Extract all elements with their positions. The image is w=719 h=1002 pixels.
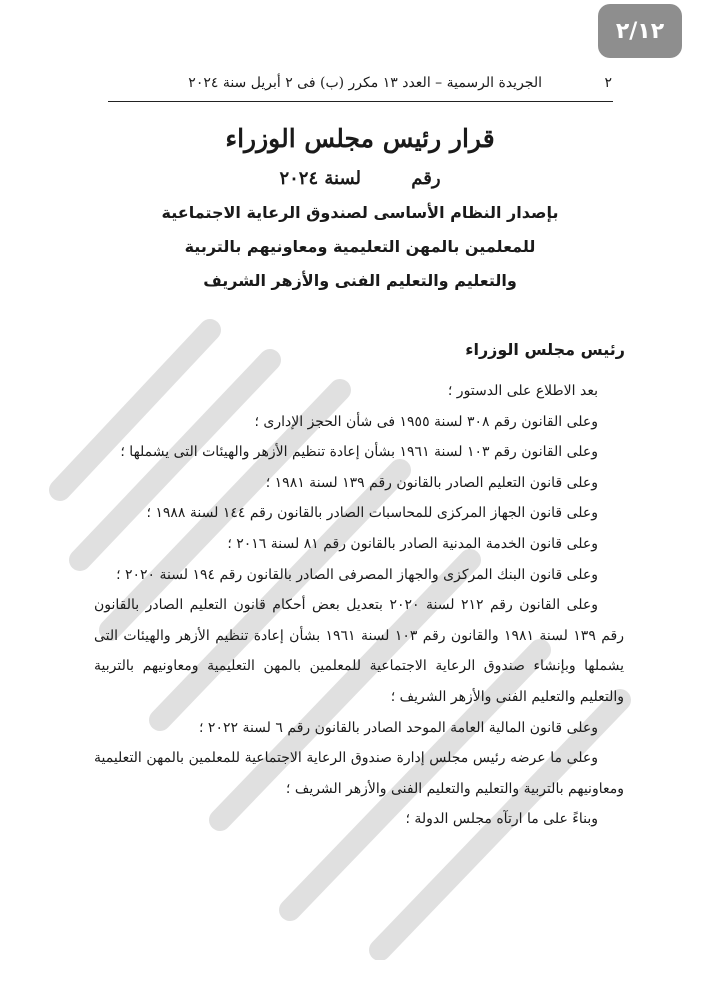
header-page-number: ٢: [604, 75, 612, 91]
decree-year-label: لسنة ٢٠٢٤: [279, 168, 361, 189]
preamble-paragraph: وعلى قانون الجهاز المركزى للمحاسبات الصادر بالقانون رقم ١٤٤ لسنة ١٩٨٨ ؛: [146, 505, 598, 522]
subject-line: بإصدار النظام الأساسى لصندوق الرعاية الاجتماعية: [161, 203, 559, 222]
subject-line: والتعليم والتعليم الفنى والأزهر الشريف: [203, 271, 517, 290]
decree-number-label: رقم: [411, 168, 441, 189]
preamble-paragraph: وعلى قانون التعليم الصادر بالقانون رقم ١٣٩ لسنة ١٩٨١ ؛: [265, 474, 598, 491]
preamble-paragraph: وعلى قانون المالية العامة الموحد الصادر بالقانون رقم ٦ لسنة ٢٠٢٢ ؛: [199, 719, 598, 736]
preamble-paragraph: وعلى القانون رقم ٢١٢ لسنة ٢٠٢٠ بتعديل بعض أحكام قانون التعليم الصادر بالقانون رقم ١٣٩ لسنة ١٩٨١ والقانون رقم ١٠٣ لسنة ١٩٦١ بشأن إعادة تنظيم الأزهر والهيئات التى يشملها وبإنشاء صندوق الرعاية الاجتماعية للمعلمين بالمهن التعليمية ومعاونيهم بالتربية والتعليم والتعليم الفنى والأزهر الشريف ؛: [94, 597, 624, 705]
header-text: الجريدة الرسمية – العدد ١٣ مكرر (ب) فى ٢ أبريل سنة ٢٠٢٤: [188, 75, 542, 91]
decree-preamble: [94, 376, 624, 835]
subject-line: للمعلمين بالمهن التعليمية ومعاونيهم بالتربية: [184, 237, 536, 256]
decree-title: قرار رئيس مجلس الوزراء: [225, 124, 495, 153]
preamble-paragraph: وعلى قانون الخدمة المدنية الصادر بالقانون رقم ٨١ لسنة ٢٠١٦ ؛: [227, 535, 598, 552]
preamble-paragraph: وبناءً على ما ارتآه مجلس الدولة ؛: [405, 811, 598, 828]
header-divider: [108, 101, 613, 102]
decree-subject: [100, 196, 620, 298]
preamble-paragraph: بعد الاطلاع على الدستور ؛: [447, 383, 598, 399]
page-badge: ٢/١٢: [598, 4, 682, 58]
decree-number-line: [100, 168, 620, 189]
preamble-paragraph: وعلى ما عرضه رئيس مجلس إدارة صندوق الرعاية الاجتماعية للمعلمين بالمهن التعليمية ومعاونيهم بالتربية والتعليم والتعليم الفنى والأزهر الشريف ؛: [94, 750, 624, 797]
gazette-header: [112, 75, 612, 97]
preamble-paragraph: وعلى القانون رقم ١٠٣ لسنة ١٩٦١ بشأن إعادة تنظيم الأزهر والهيئات التى يشملها ؛: [120, 444, 598, 461]
preamble-paragraph: وعلى قانون البنك المركزى والجهاز المصرفى الصادر بالقانون رقم ١٩٤ لسنة ٢٠٢٠ ؛: [116, 566, 598, 583]
preamble-paragraph: وعلى القانون رقم ٣٠٨ لسنة ١٩٥٥ فى شأن الحجز الإدارى ؛: [254, 413, 598, 430]
issuer-heading: رئيس مجلس الوزراء: [465, 340, 625, 359]
